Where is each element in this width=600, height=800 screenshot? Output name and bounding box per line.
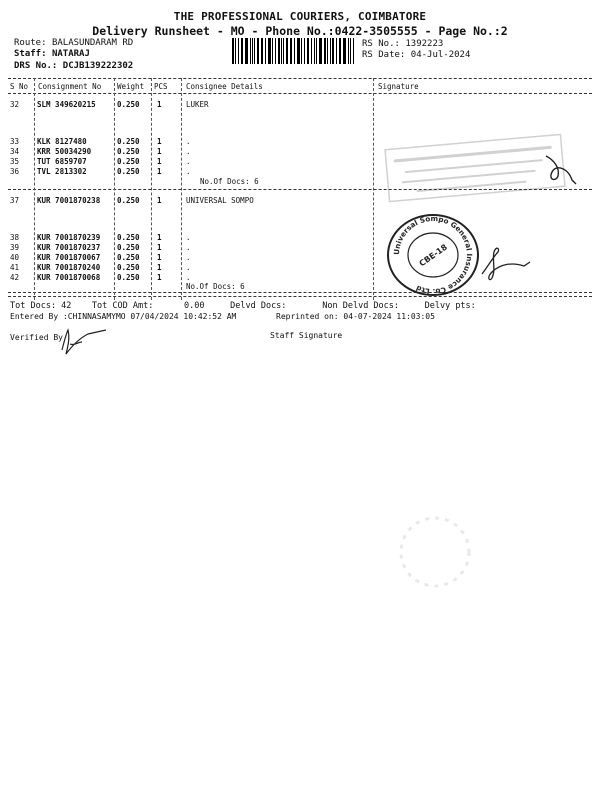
cell-consignee: . <box>186 253 191 262</box>
barcode-bar <box>286 38 288 64</box>
non-delvd-docs: Non Delvd Docs: <box>322 301 400 311</box>
cell-pcs: 1 <box>157 137 162 146</box>
barcode-bar <box>330 38 331 64</box>
barcode-bar <box>272 38 273 64</box>
cell-consignment: KUR 7001870067 <box>37 253 101 262</box>
cell-consignment: KUR 7001870068 <box>37 273 101 282</box>
cell-weight: 0.250 <box>117 147 140 156</box>
col-divider <box>34 78 35 300</box>
col-header-signature: Signature <box>378 82 419 91</box>
col-divider <box>181 78 182 300</box>
cell-sno: 41 <box>10 263 20 272</box>
round-stamp-center: CBE-18 <box>417 242 449 269</box>
col-header-consignee: Consignee Details <box>186 82 263 91</box>
cell-weight: 0.250 <box>117 157 140 166</box>
staff-value: NATARAJ <box>51 49 90 59</box>
cell-consignment: SLM 349620215 <box>37 100 96 109</box>
barcode-bar <box>235 38 236 64</box>
verified-by: Verified By <box>10 333 63 342</box>
cell-consignment: KUR 7001870237 <box>37 243 101 252</box>
cell-pcs: 1 <box>157 263 162 272</box>
company-title: THE PROFESSIONAL COURIERS, COIMBATORE <box>173 10 427 23</box>
barcode-bar <box>245 38 248 64</box>
cell-sno: 35 <box>10 157 20 166</box>
col-divider <box>151 78 152 300</box>
no-of-docs: No.Of Docs: 6 <box>186 282 245 291</box>
cell-consignment: KUR 7001870240 <box>37 263 101 272</box>
delvd-docs: Delvd Docs: <box>230 301 287 311</box>
faint-stamp-mark <box>395 512 475 592</box>
rs-date-value: 04-Jul-2024 <box>410 50 471 60</box>
rs-no-label: RS No.: <box>362 39 400 49</box>
table-header-rule <box>8 93 592 94</box>
col-header-weight: Weight <box>117 82 145 91</box>
barcode-bar <box>283 38 284 64</box>
tot-cod-label: Tot COD Amt: <box>91 301 154 311</box>
barcode-bar <box>232 38 234 64</box>
staff-label: Staff: <box>14 49 47 59</box>
cell-weight: 0.250 <box>117 253 140 262</box>
cell-weight: 0.250 <box>117 263 140 272</box>
barcode-bar <box>343 38 346 64</box>
drs-line <box>14 61 133 71</box>
barcode-bar <box>327 38 328 64</box>
staff-line <box>14 49 90 59</box>
barcode-bar <box>314 38 315 64</box>
cell-consignee: . <box>186 147 191 156</box>
barcode-bar <box>265 38 266 64</box>
barcode-bar <box>252 38 253 64</box>
reprinted-on: Reprinted on: 04-07-2024 11:03:05 <box>276 312 435 321</box>
staff-signature-label: Staff Signature <box>270 331 343 340</box>
cell-sno: 32 <box>10 100 20 109</box>
barcode-bar <box>311 38 312 64</box>
cell-consignment: TVL 2813302 <box>37 167 87 176</box>
tot-cod-value: 0.00 <box>184 301 205 311</box>
rs-no-value: 1392223 <box>405 39 444 49</box>
route-line <box>14 38 133 48</box>
cell-weight: 0.250 <box>117 167 140 176</box>
delvy-pts: Delvy pts: <box>424 301 476 311</box>
barcode-bar <box>254 38 255 64</box>
col-header-pcs: PCS <box>154 82 168 91</box>
drs-value: DCJB139222302 <box>62 61 134 71</box>
barcode-bar <box>290 38 292 64</box>
round-stamp-text: Universal Sompo General Insurance Co. Ltd <box>391 213 475 297</box>
route-label: Route: <box>14 38 47 48</box>
cell-pcs: 1 <box>157 196 162 205</box>
barcode-bar <box>336 38 337 64</box>
barcode-bar <box>294 38 295 64</box>
cell-consignee: LUKER <box>186 100 209 109</box>
barcode-bar <box>324 38 326 64</box>
cell-sno: 38 <box>10 233 20 242</box>
barcode-bar <box>297 38 300 64</box>
cell-weight: 0.250 <box>117 196 140 205</box>
barcode-bar <box>332 38 334 64</box>
drs-label: DRS No.: <box>14 61 58 71</box>
round-company-stamp <box>384 212 482 298</box>
cell-pcs: 1 <box>157 243 162 252</box>
col-divider <box>114 78 115 300</box>
footer-totals <box>10 301 476 311</box>
cell-sno: 36 <box>10 167 20 176</box>
cell-sno: 42 <box>10 273 20 282</box>
col-divider <box>373 78 374 300</box>
runsheet-title: Delivery Runsheet - MO - Phone No.:0422-3505555 - Page No.:2 <box>92 24 508 38</box>
barcode-bar <box>353 38 354 64</box>
cell-consignment: KUR 7001870239 <box>37 233 101 242</box>
cell-consignment: KLK 8127480 <box>37 137 87 146</box>
table-top-rule <box>8 78 592 79</box>
barcode <box>232 38 356 64</box>
barcode-bar <box>316 38 317 64</box>
barcode-bar <box>257 38 259 64</box>
cell-consignment: KRR 50034290 <box>37 147 92 156</box>
cell-pcs: 1 <box>157 147 162 156</box>
cell-sno: 39 <box>10 243 20 252</box>
cell-consignment: KUR 7001870238 <box>37 196 101 205</box>
barcode-bar <box>275 38 276 64</box>
barcode-bar <box>350 38 351 64</box>
cell-pcs: 1 <box>157 167 162 176</box>
barcode-bar <box>304 38 305 64</box>
table-bottom-rule <box>8 292 592 293</box>
col-header-sno: S No <box>10 82 29 91</box>
cell-consignee: . <box>186 273 191 282</box>
barcode-bar <box>281 38 282 64</box>
barcode-bar <box>307 38 309 64</box>
cell-consignee: . <box>186 243 191 252</box>
barcode-bar <box>278 38 280 64</box>
col-header-consignment: Consignment No <box>38 82 102 91</box>
verifier-signature <box>58 324 110 358</box>
cell-weight: 0.250 <box>117 243 140 252</box>
barcode-bar <box>268 38 271 64</box>
cell-sno: 37 <box>10 196 20 205</box>
barcode-bar <box>250 38 251 64</box>
rs-date-line <box>362 50 470 60</box>
cell-pcs: 1 <box>157 253 162 262</box>
cell-weight: 0.250 <box>117 100 140 109</box>
cell-sno: 34 <box>10 147 20 156</box>
cell-consignee: . <box>186 157 191 166</box>
barcode-bar <box>339 38 341 64</box>
cell-weight: 0.250 <box>117 273 140 282</box>
cell-consignee: UNIVERSAL SOMPO <box>186 196 254 205</box>
route-value: BALASUNDARAM RD <box>51 38 134 48</box>
cell-sno: 40 <box>10 253 20 262</box>
cell-consignment: TUT 6859707 <box>37 157 87 166</box>
cell-pcs: 1 <box>157 233 162 242</box>
signature-scribble <box>540 150 580 190</box>
cell-weight: 0.250 <box>117 137 140 146</box>
rs-no-line <box>362 39 443 49</box>
cell-pcs: 1 <box>157 157 162 166</box>
tot-docs: Tot Docs: 42 <box>10 301 72 311</box>
cell-consignee: . <box>186 137 191 146</box>
barcode-bar <box>261 38 263 64</box>
cell-pcs: 1 <box>157 273 162 282</box>
barcode-bar <box>319 38 322 64</box>
barcode-bar <box>301 38 302 64</box>
entered-by: Entered By :CHINNASAMYMO 07/04/2024 10:42:52 AM <box>10 312 237 321</box>
cell-consignee: . <box>186 263 191 272</box>
cell-consignee: . <box>186 167 191 176</box>
barcode-bar <box>348 38 349 64</box>
no-of-docs: No.Of Docs: 6 <box>200 177 259 186</box>
rs-date-label: RS Date: <box>362 50 406 60</box>
barcode-bar <box>241 38 243 64</box>
barcode-bar <box>238 38 239 64</box>
cell-weight: 0.250 <box>117 233 140 242</box>
signature-scribble <box>478 244 538 284</box>
table-bottom-rule-2 <box>8 296 592 297</box>
cell-pcs: 1 <box>157 100 162 109</box>
cell-consignee: . <box>186 233 191 242</box>
cell-sno: 33 <box>10 137 20 146</box>
